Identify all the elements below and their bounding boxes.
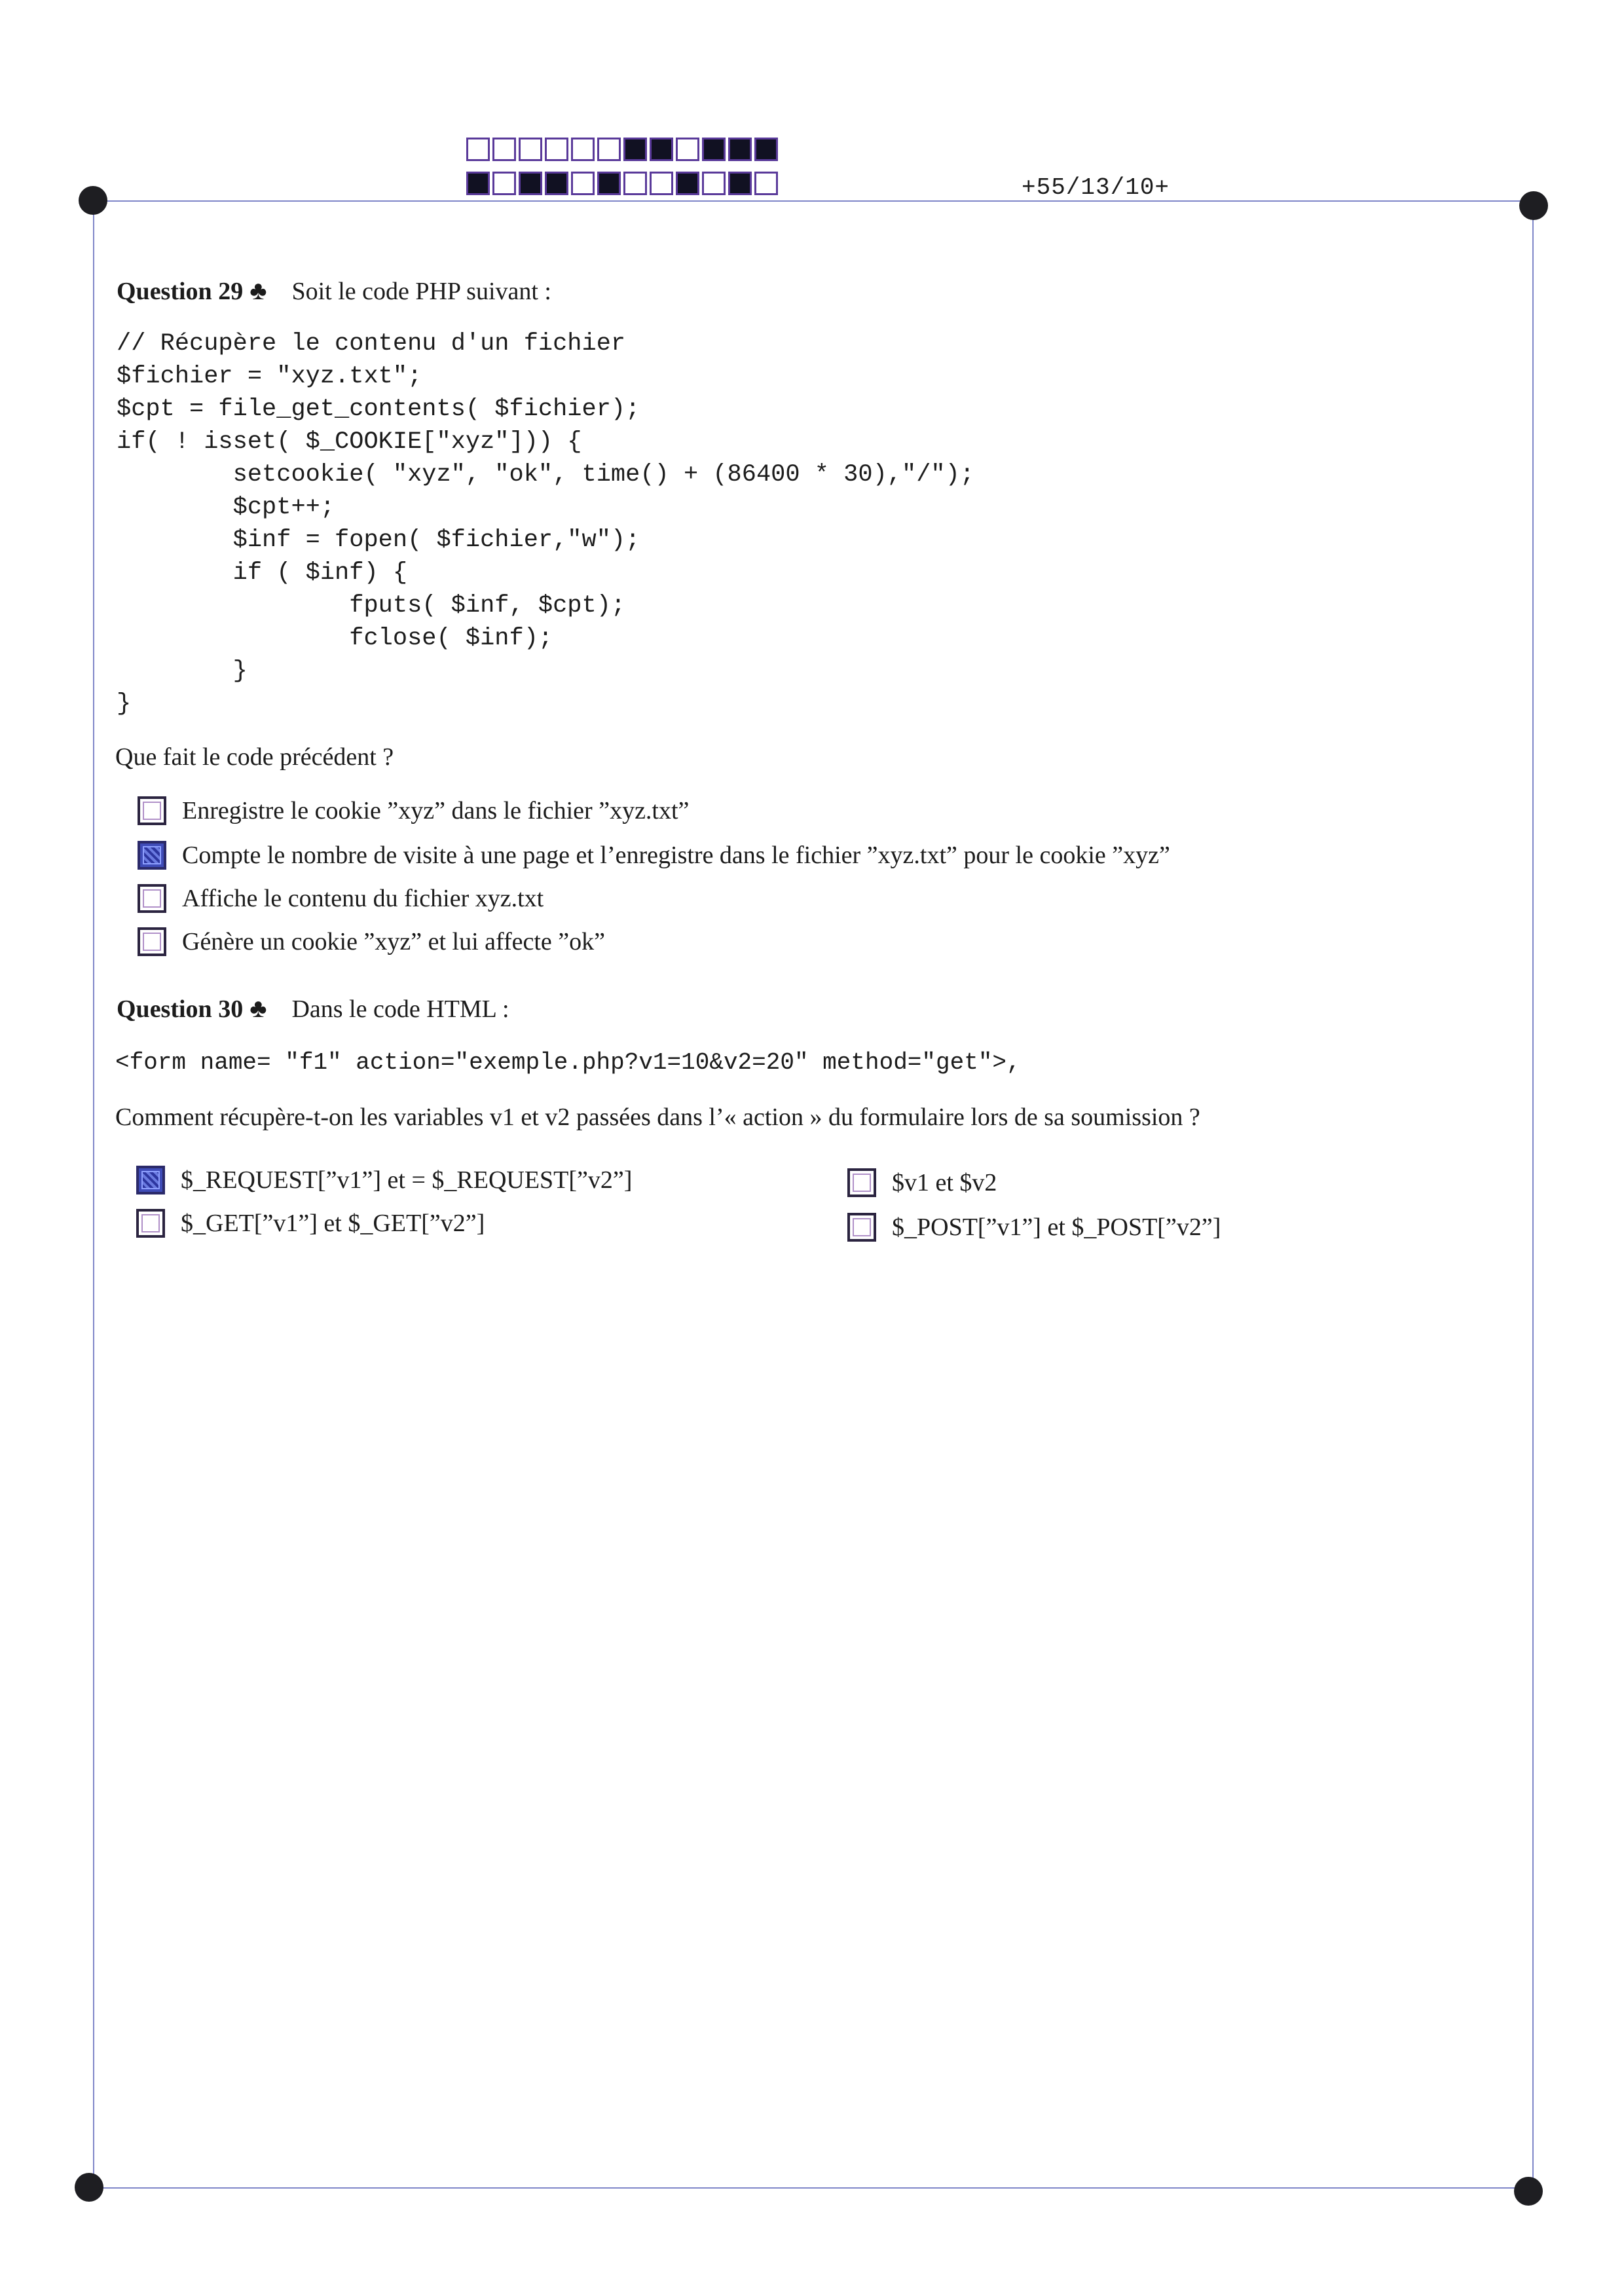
barcode-cell — [728, 138, 752, 161]
corner-marker-bottom-left — [75, 2173, 103, 2202]
checkbox[interactable] — [138, 841, 166, 870]
barcode-cell — [623, 172, 647, 195]
barcode-cell — [519, 138, 542, 161]
choice-label: $v1 et $v2 — [892, 1169, 997, 1196]
q30-choice-c[interactable] — [136, 1209, 485, 1238]
barcode-cell — [519, 172, 542, 195]
question-label: Question 29 — [117, 278, 244, 305]
q29-choice-d[interactable] — [138, 927, 605, 956]
corner-marker-bottom-right — [1514, 2177, 1543, 2206]
barcode-cell — [545, 172, 568, 195]
page-id: +55/13/10+ — [1022, 174, 1170, 201]
html-code-line: <form name= "f1" action="exemple.php?v1=10&v2=20" method="get">, — [115, 1049, 1021, 1076]
barcode-cell — [702, 172, 726, 195]
choice-label: Génère un cookie ”xyz” et lui affecte ”ok” — [182, 928, 605, 955]
barcode-cell — [650, 172, 673, 195]
barcode-row-top — [466, 138, 781, 161]
choice-label: $_REQUEST[”v1”] et = $_REQUEST[”v2”] — [181, 1166, 633, 1194]
barcode-cell — [754, 172, 778, 195]
barcode-cell — [728, 172, 752, 195]
checkbox[interactable] — [847, 1213, 876, 1242]
club-icon: ♣ — [249, 993, 267, 1023]
question-30-heading — [117, 993, 509, 1024]
barcode-cell — [492, 138, 516, 161]
choice-label: $_GET[”v1”] et $_GET[”v2”] — [181, 1210, 485, 1237]
barcode-cell — [466, 138, 490, 161]
q30-choice-a[interactable] — [136, 1166, 632, 1194]
barcode-cell — [492, 172, 516, 195]
barcode-cell — [676, 138, 699, 161]
barcode-cell — [623, 138, 647, 161]
barcode-cell — [571, 138, 595, 161]
barcode-cell — [754, 138, 778, 161]
club-icon: ♣ — [249, 276, 267, 305]
q29-choice-a[interactable] — [138, 796, 689, 825]
choice-label: Affiche le contenu du fichier xyz.txt — [182, 885, 544, 912]
checkbox[interactable] — [138, 927, 166, 956]
barcode-cell — [466, 172, 490, 195]
barcode-cell — [597, 172, 621, 195]
checkbox[interactable] — [138, 884, 166, 913]
question-29-heading — [117, 275, 551, 306]
barcode-cell — [571, 172, 595, 195]
barcode-cell — [702, 138, 726, 161]
corner-marker-top-left — [79, 186, 107, 215]
barcode-row-bottom — [466, 172, 781, 195]
choice-label: Compte le nombre de visite à une page et l’enregistre dans le fichier ”xyz.txt” pour le cookie ”xyz” — [182, 842, 1170, 869]
checkbox[interactable] — [136, 1209, 165, 1238]
barcode-cell — [545, 138, 568, 161]
q29-choice-c[interactable] — [138, 884, 544, 913]
question-label: Question 30 — [117, 995, 244, 1023]
q29-choice-b[interactable] — [138, 841, 1170, 870]
choice-label: Enregistre le cookie ”xyz” dans le fichier ”xyz.txt” — [182, 797, 690, 824]
q30-choice-b[interactable] — [847, 1168, 997, 1197]
barcode-cell — [597, 138, 621, 161]
barcode-cell — [650, 138, 673, 161]
question-text: Soit le code PHP suivant : — [291, 278, 551, 305]
corner-marker-top-right — [1519, 191, 1548, 220]
barcode-cell — [676, 172, 699, 195]
choice-label: $_POST[”v1”] et $_POST[”v2”] — [892, 1213, 1221, 1241]
question-text: Dans le code HTML : — [291, 995, 509, 1023]
question-29-prompt: Que fait le code précédent ? — [115, 743, 394, 771]
php-code-block: // Récupère le contenu d'un fichier $fichier = "xyz.txt"; $cpt = file_get_contents( $fichier); if( ! isset( $_COOKIE["xyz"])) { setcookie( "xyz", "ok", time() + (86400 * 30),"/"); $cpt++; $inf = fopen( $fichier,"w"); if ( $inf) { fputs( $inf, $cpt); fclose( $inf); } } — [117, 330, 975, 718]
checkbox[interactable] — [138, 796, 166, 825]
checkbox[interactable] — [847, 1168, 876, 1197]
question-30-prompt: Comment récupère-t-on les variables v1 et v2 passées dans l’« action » du formulaire lors de sa soumission ? — [115, 1103, 1200, 1131]
checkbox[interactable] — [136, 1166, 165, 1194]
q30-choice-d[interactable] — [847, 1213, 1221, 1242]
